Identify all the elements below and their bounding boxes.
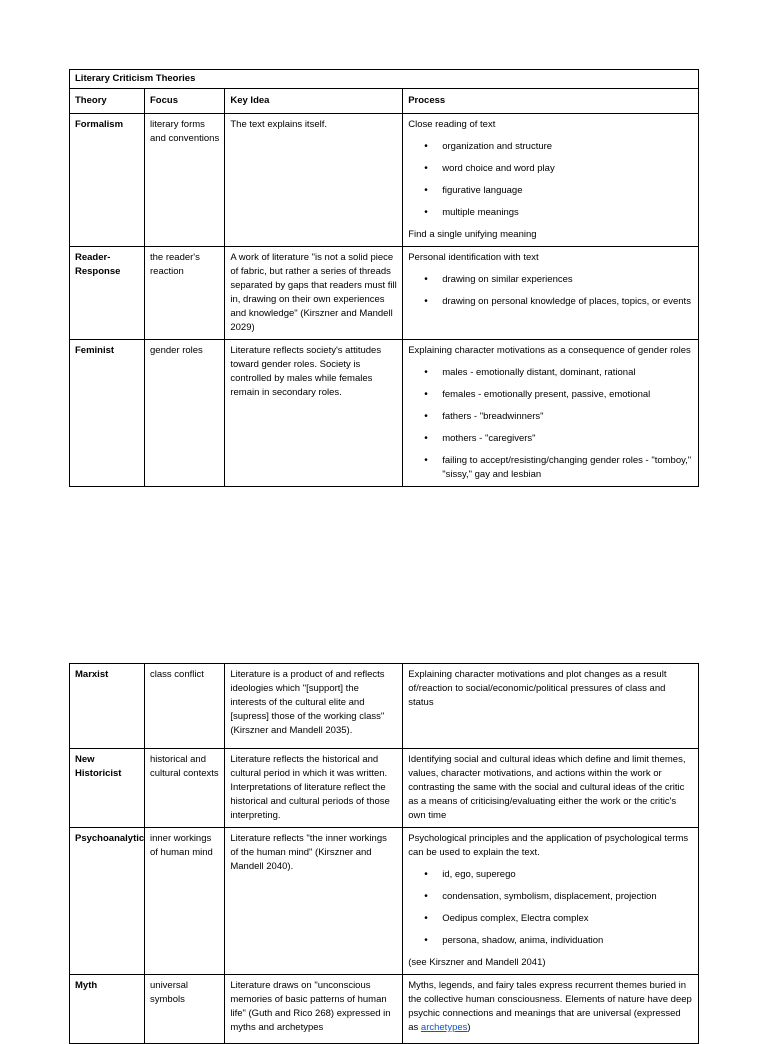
key-idea-cell: Literature reflects "the inner workings of the human mind" (Kirszner and Mandell 2040). — [225, 828, 403, 975]
process-intro: Close reading of text — [408, 119, 496, 130]
key-idea-cell: A work of literature "is not a solid piece of fabric, but rather a series of threads separated by gaps that readers must fill in, drawing on their own experiences and knowledge" (Kirszner and Mandell 2029) — [225, 247, 403, 340]
list-item: • Oedipus complex, Electra complex — [408, 912, 693, 926]
header-theory: Theory — [70, 89, 145, 114]
process-cell — [403, 340, 699, 487]
key-idea-cell: Literature reflects society's attitudes toward gender roles. Society is controlled by males while females remain in secondary roles. — [225, 340, 403, 487]
table-row-marxist — [70, 664, 699, 749]
theory-cell: Feminist — [70, 340, 145, 487]
process-bullet-list — [408, 366, 693, 482]
list-item: • females - emotionally present, passive, emotional — [408, 388, 693, 402]
focus-cell: historical and cultural contexts — [145, 749, 225, 828]
process-outro: Find a single unifying meaning — [408, 229, 537, 240]
header-process: Process — [403, 89, 699, 114]
list-item: • drawing on similar experiences — [408, 273, 693, 287]
focus-cell: class conflict — [145, 664, 225, 749]
focus-cell: inner workings of human mind — [145, 828, 225, 975]
list-item: • condensation, symbolism, displacement, projection — [408, 890, 693, 904]
process-cell — [403, 114, 699, 247]
process-intro: Psychological principles and the application of psychological terms can be used to explain the text. — [408, 833, 689, 858]
list-item: • males - emotionally distant, dominant, rational — [408, 366, 693, 380]
header-focus: Focus — [145, 89, 225, 114]
table-row-myth — [70, 975, 699, 1044]
focus-cell: literary forms and conventions — [145, 114, 225, 247]
focus-cell: universal symbols — [145, 975, 225, 1044]
process-outro: (see Kirszner and Mandell 2041) — [408, 957, 546, 968]
table-row-feminist — [70, 340, 699, 487]
theory-cell: Myth — [70, 975, 145, 1044]
list-item: • id, ego, superego — [408, 868, 693, 882]
process-cell: Identifying social and cultural ideas which define and limit themes, values, character motivations, and actions within the work or contrasting the same with the social and cultural ideas of the critic as a means of criticising/evaluating either the work or the critic's own time — [403, 749, 699, 828]
table-row-psychoanalytic — [70, 828, 699, 975]
literary-theories-table-part1 — [69, 69, 699, 487]
focus-cell: the reader's reaction — [145, 247, 225, 340]
list-item: • persona, shadow, anima, individuation — [408, 934, 693, 948]
process-cell — [403, 975, 699, 1044]
table-row-new-historicist — [70, 749, 699, 828]
process-cell: Explaining character motivations and plot changes as a result of/reaction to social/economic/political pressures of class and status — [403, 664, 699, 749]
table-row-formalism — [70, 114, 699, 247]
theory-cell: New Historicist — [70, 749, 145, 828]
focus-cell: gender roles — [145, 340, 225, 487]
table-row-reader-response — [70, 247, 699, 340]
process-bullet-list — [408, 140, 693, 220]
list-item: • organization and structure — [408, 140, 693, 154]
key-idea-cell: Literature draws on "unconscious memories of basic patterns of human life" (Guth and Rico 268) expressed in myths and archetypes — [225, 975, 403, 1044]
process-bullet-list — [408, 273, 693, 309]
archetypes-link[interactable]: archetypes — [420, 1022, 468, 1033]
process-tail: ) — [467, 1022, 471, 1033]
process-cell — [403, 828, 699, 975]
key-idea-cell: The text explains itself. — [225, 114, 403, 247]
process-cell — [403, 247, 699, 340]
theory-cell: Reader-Response — [70, 247, 145, 340]
list-item: • word choice and word play — [408, 162, 693, 176]
list-item: • fathers - "breadwinners" — [408, 410, 693, 424]
process-intro: Explaining character motivations as a consequence of gender roles — [408, 345, 691, 356]
theory-cell: Formalism — [70, 114, 145, 247]
list-item: • figurative language — [408, 184, 693, 198]
key-idea-cell: Literature reflects the historical and cultural period in which it was written. Interpretations of literature reflect the historical and cultural periods of those interpreting. — [225, 749, 403, 828]
theory-cell: Psychoanalytic — [70, 828, 145, 975]
list-item: • multiple meanings — [408, 206, 693, 220]
table-header-row — [70, 89, 699, 114]
process-intro: Personal identification with text — [408, 252, 539, 263]
table-title: Literary Criticism Theories — [70, 70, 699, 89]
list-item: • drawing on personal knowledge of places, topics, or events — [408, 295, 693, 309]
literary-theories-table-part2 — [69, 663, 699, 1044]
list-item: • mothers - "caregivers" — [408, 432, 693, 446]
header-key-idea: Key Idea — [225, 89, 403, 114]
key-idea-cell: Literature is a product of and reflects ideologies which "[support] the interests of the cultural elite and [supress] those of the working class" (Kirszner and Mandell 2035). — [225, 664, 403, 749]
process-bullet-list — [408, 868, 693, 948]
list-item: • failing to accept/resisting/changing gender roles - "tomboy," "sissy," gay and lesbian — [408, 454, 693, 482]
process-intro: Myths, legends, and fairy tales express recurrent themes buried in the collective human consciousness. Elements of nature have deep psychic connections and meanings that are universal (expressed as — [408, 980, 692, 1033]
theory-cell: Marxist — [70, 664, 145, 749]
